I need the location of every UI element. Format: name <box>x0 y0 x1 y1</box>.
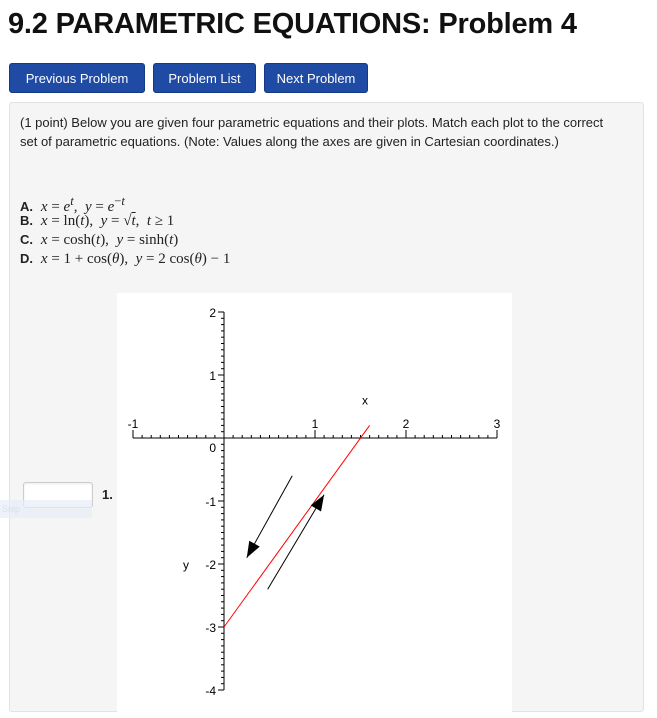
snip-watermark: Snip <box>0 500 92 518</box>
previous-problem-button[interactable]: Previous Problem <box>9 63 145 93</box>
problem-panel <box>9 102 644 712</box>
series-line <box>224 425 370 627</box>
y-tick-label: -1 <box>205 495 216 509</box>
problem-intro: (1 point) Below you are given four parametric equations and their plots. Match each plot to the correct set of parametric equations. (Note: Values along the axes are given in Cartesian coordinates.) <box>20 115 604 149</box>
equation-letter: B. <box>20 213 33 228</box>
equation-letter: C. <box>20 232 33 247</box>
x-tick-label: 1 <box>311 417 319 431</box>
y-tick-label: -4 <box>205 684 216 698</box>
y-tick-label: 1 <box>209 369 216 383</box>
equation-d: D. x = 1 + cos(θ), y = 2 cos(θ) − 1 <box>20 251 231 267</box>
direction-arrow-line <box>268 495 324 590</box>
direction-arrow-head <box>247 541 260 558</box>
x-axis-label: x <box>362 393 369 408</box>
page-title: 9.2 PARAMETRIC EQUATIONS: Problem 4 <box>8 8 577 40</box>
problem-list-button[interactable]: Problem List <box>153 63 256 93</box>
parametric-plot <box>117 293 512 713</box>
next-problem-button[interactable]: Next Problem <box>264 63 368 93</box>
equation-a: A. $x = e^t$, $y = e^{-t}$ <box>20 194 125 215</box>
equation-b: B. x = ln(t), y = √t, t ≥ 1 <box>20 213 175 229</box>
equation-letter: D. <box>20 251 33 266</box>
y-tick-label: -2 <box>205 558 216 572</box>
equation-list <box>20 192 230 268</box>
x-tick-label: -1 <box>127 417 139 431</box>
x-tick-label: 2 <box>402 417 410 431</box>
equation-c: C. x = cosh(t), y = sinh(t) <box>20 232 179 248</box>
plot-svg <box>117 293 512 713</box>
y-tick-label: 0 <box>209 441 216 455</box>
x-tick-label: 3 <box>493 417 501 431</box>
y-tick-label: 2 <box>209 306 216 320</box>
answer-label-1: 1. <box>102 487 113 502</box>
y-axis-label: y <box>183 558 189 572</box>
equation-letter: A. <box>20 199 33 214</box>
y-tick-label: -3 <box>205 621 216 635</box>
